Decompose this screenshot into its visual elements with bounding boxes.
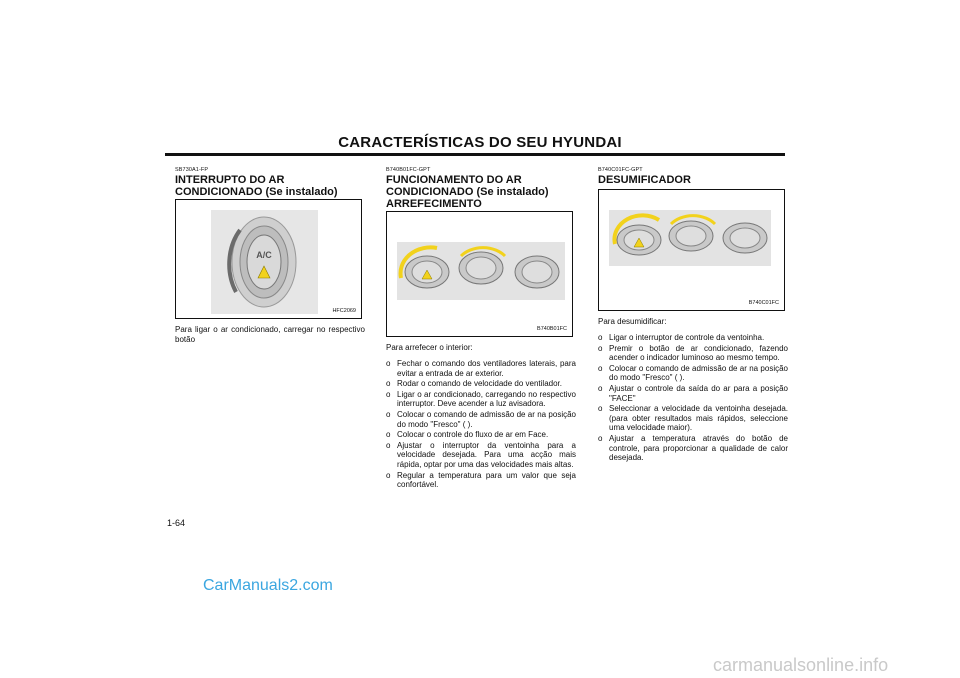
list-item: o Ajustar o controle da saída do ar para a posição "FACE" (598, 383, 788, 403)
page-number: 1-64 (167, 518, 186, 528)
ac-button-label: A/C (256, 250, 272, 260)
list-item: o Ligar o interruptor de controle da ventoinha. (598, 333, 765, 342)
figure-code: HFC2069 (332, 308, 356, 314)
ac-switch-figure (175, 199, 362, 319)
section-title: INTERRUPTO DO AR CONDICIONADO (Se instalado) (175, 174, 338, 198)
section-ac-operation (386, 166, 576, 491)
section-title: DESUMIFICADOR (598, 174, 691, 186)
instruction-list (598, 333, 788, 463)
list-item: o Ajustar o interruptor da ventoinha para a velocidade desejada. Para uma acção mais rápida, optar por uma das velocidades mais altas. (386, 440, 576, 469)
section-code: SB730A1-FP (175, 167, 209, 173)
list-item: o Rodar o comando de velocidade do ventilador. (386, 379, 562, 389)
list-item: o Regular a temperatura para um valor que seja confortável. (386, 470, 576, 490)
list-item: o Ajustar a temperatura através do botão de controle, para proporcionar a qualidade de calor desejada. (598, 433, 788, 463)
cooling-controls-illustration (387, 212, 572, 336)
section-dehumidifier (598, 166, 788, 464)
list-item: o Seleccionar a velocidade da ventoinha desejada. (para obter resultados mais rápidos, seleccione uma velocidade maior). (598, 404, 788, 433)
figure-code: B740B01FC (537, 326, 567, 332)
header-rule (165, 153, 785, 156)
section-code: B740C01FC-GPT (598, 167, 643, 173)
section-code: B740B01FC-GPT (386, 167, 431, 173)
watermark-carmanuals2-link[interactable]: CarManuals2.com (203, 577, 333, 594)
list-item: o Premir o botão de ar condicionado, fazendo acender o indicador luminoso ao mesmo tempo. (598, 343, 788, 363)
ac-button-illustration (176, 200, 361, 318)
list-item: o Colocar o controle do fluxo de ar em Face. (386, 430, 549, 440)
section-text: Para ligar o ar condicionado, carregar no respectivo botão (175, 325, 365, 344)
page-header-title: CARACTERÍSTICAS DO SEU HYUNDAI (338, 134, 622, 151)
section-intro: Para arrefecer o interior: (386, 343, 473, 352)
figure-code: B740C01FC (748, 300, 779, 306)
list-item: o Colocar o comando de admissão de ar na posição do modo "Fresco" ( ). (386, 409, 576, 429)
section-ac-switch (175, 166, 365, 345)
list-item: o Colocar o comando de admissão de ar na posição do modo "Fresco" ( ). (598, 363, 788, 383)
dehumidifier-controls-figure (598, 189, 785, 311)
list-item: o Fechar o comando dos ventiladores laterais, para evitar a entrada de ar exterior. (386, 359, 576, 378)
dehumidifier-controls-illustration (599, 190, 784, 310)
section-title: FUNCIONAMENTO DO AR CONDICIONADO (Se instalado) ARREFECIMENTO (386, 174, 549, 210)
watermark-carmanualsonline: carmanualsonline.info (713, 655, 889, 675)
instruction-list (386, 359, 576, 490)
section-intro: Para desumidificar: (598, 317, 667, 326)
cooling-controls-figure (386, 211, 573, 337)
list-item: o Ligar o ar condicionado, carregando no respectivo interruptor. Deve acender a luz avisadora. (386, 389, 576, 409)
